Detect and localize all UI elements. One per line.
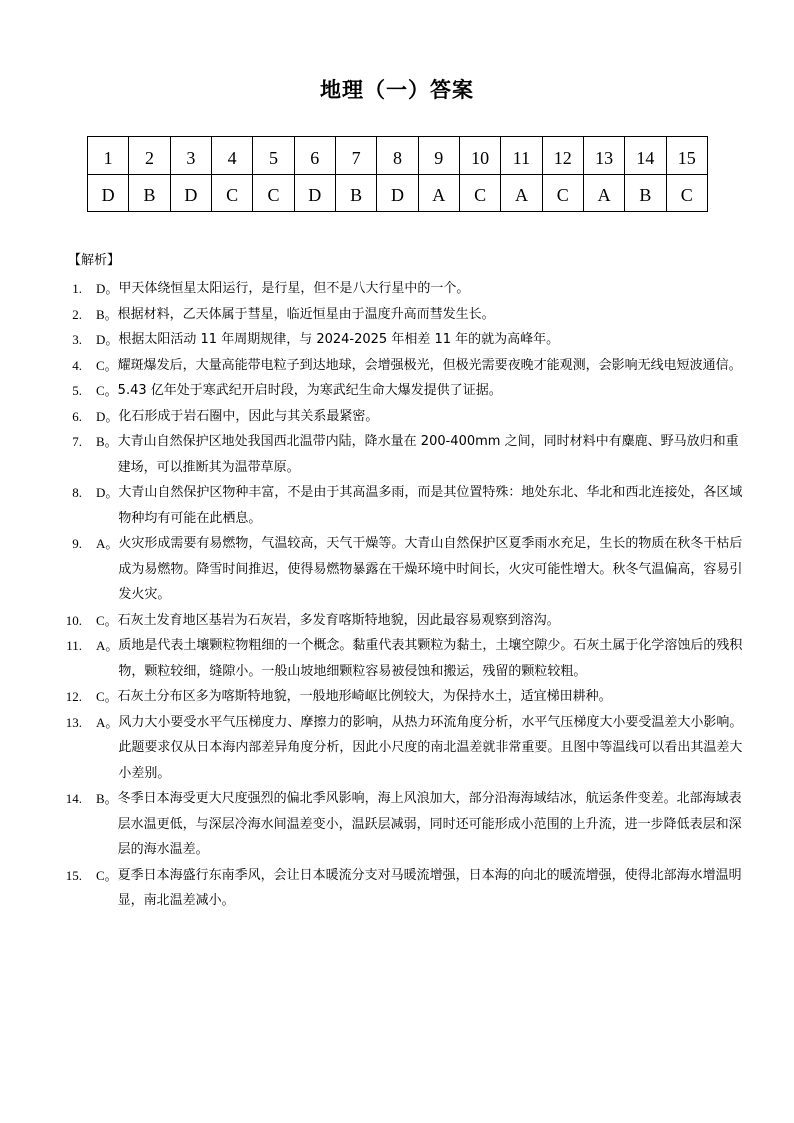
answer-cell: D xyxy=(170,174,211,212)
item-answer: D。 xyxy=(96,281,119,296)
question-number-cell: 4 xyxy=(211,137,252,175)
analysis-item xyxy=(30,480,750,531)
question-number-cell: 15 xyxy=(666,137,707,175)
item-text: 化石形成于岩石圈中，因此与其关系最紧密。 xyxy=(118,408,379,424)
answer-cell: A xyxy=(583,174,624,212)
answer-cell: D xyxy=(294,174,335,212)
question-number-cell: 13 xyxy=(583,137,624,175)
answer-cell: C xyxy=(459,174,500,212)
item-text: 石灰土分布区多为喀斯特地貌，一般地形崎岖比例较大，为保持水土，适宜梯田耕种。 xyxy=(117,689,612,704)
analysis-list xyxy=(30,276,750,914)
item-text: 大青山自然保护区物种丰富，不是由于其高温多雨，而是其位置特殊：地处东北、华北和西北连接处，各区域物种均有可能在此栖息。 xyxy=(118,485,743,526)
item-answer: B。 xyxy=(96,791,118,806)
question-number-cell: 12 xyxy=(542,137,583,175)
item-answer: D。 xyxy=(96,485,119,500)
item-number: 6. xyxy=(72,408,82,424)
answer-cell: C xyxy=(253,174,294,212)
analysis-item xyxy=(30,429,750,480)
item-text: 根据材料，乙天体属于彗星，临近恒星由于温度升高而彗发生长。 xyxy=(117,306,495,322)
answer-cell: A xyxy=(418,174,459,212)
question-number-cell: 5 xyxy=(253,137,294,175)
answer-cell: B xyxy=(129,174,170,212)
item-answer: C。 xyxy=(96,689,118,704)
item-number: 15. xyxy=(65,867,82,883)
item-text: 5.43 亿年处于寒武纪开启时段，为寒武纪生命大爆发提供了证据。 xyxy=(117,383,502,398)
item-answer: C。 xyxy=(96,383,118,398)
analysis-item xyxy=(30,786,750,863)
answer-cell: B xyxy=(625,174,666,212)
analysis-item xyxy=(30,710,750,787)
question-number-cell: 6 xyxy=(294,137,335,175)
question-number-cell: 1 xyxy=(88,137,129,175)
analysis-item xyxy=(30,633,750,684)
item-text: 冬季日本海受更大尺度强烈的偏北季风影响，海上风浪加大，部分沿海海域结冰，航运条件变差。北部海域表层水温更低，与深层冷海水间温差变小，温跃层减弱，同时还可能形成小范围的上升流，进一步降低表层和深层的海水温差。 xyxy=(117,791,742,857)
question-number-cell: 10 xyxy=(459,137,500,175)
answer-cell: D xyxy=(88,174,129,212)
item-answer: C。 xyxy=(96,867,118,883)
item-text: 火灾形成需要有易燃物，气温较高，天气干燥等。大青山自然保护区夏季雨水充足，生长的物质在秋冬干枯后成为易燃物。降雪时间推迟，使得易燃物暴露在干燥环境中时间长，火灾可能性增大。秋冬气温偏高，容易引发火灾。 xyxy=(118,536,743,602)
question-number-cell: 11 xyxy=(501,137,542,175)
answer-cell: C xyxy=(666,174,707,212)
item-number: 8. xyxy=(72,485,82,500)
analysis-item xyxy=(30,608,750,634)
item-number: 13. xyxy=(65,714,82,730)
item-answer: B。 xyxy=(96,306,118,322)
item-answer: D。 xyxy=(96,332,119,347)
item-number: 10. xyxy=(65,612,82,628)
analysis-item xyxy=(30,327,750,353)
item-answer: D。 xyxy=(96,408,119,424)
item-text: 耀斑爆发后，大量高能带电粒子到达地球，会增强极光，但极光需要夜晚才能观测，会影响无线电短波通信。 xyxy=(117,357,742,373)
analysis-item xyxy=(30,276,750,302)
answer-cell: B xyxy=(335,174,376,212)
item-answer: A。 xyxy=(96,638,119,653)
item-number: 2. xyxy=(72,306,82,322)
analysis-item xyxy=(30,302,750,328)
analysis-item xyxy=(30,531,750,608)
analysis-heading: 【解析】 xyxy=(68,253,121,268)
answer-cell: A xyxy=(501,174,542,212)
item-text: 夏季日本海盛行东南季风，会让日本暖流分支对马暖流增强，日本海的向北的暖流增强，使得北部海水增温明显，南北温差减小。 xyxy=(117,867,742,908)
answer-table xyxy=(87,136,708,212)
question-number-cell: 14 xyxy=(625,137,666,175)
answer-cell: C xyxy=(211,174,252,212)
item-number: 14. xyxy=(65,791,82,806)
item-number: 1. xyxy=(72,281,82,296)
analysis-item xyxy=(30,404,750,430)
analysis-item xyxy=(30,684,750,710)
item-answer: A。 xyxy=(96,536,119,551)
item-text: 石灰土发育地区基岩为石灰岩，多发育喀斯特地貌，因此最容易观察到溶沟。 xyxy=(117,612,560,628)
item-text: 风力大小要受水平气压梯度力、摩擦力的影响，从热力环流角度分析，水平气压梯度大小要受温差大小影响。此题要求仅从日本海内部差异角度分析，因此小尺度的南北温差就非常重要。且图中等温线可以看出其温差大小差别。 xyxy=(118,714,743,781)
item-text: 甲天体绕恒星太阳运行，是行星，但不是八大行星中的一个。 xyxy=(118,281,470,296)
analysis-item xyxy=(30,378,750,404)
item-text: 质地是代表土壤颗粒物粗细的一个概念。黏重代表其颗粒为黏土，土壤空隙少。石灰土属于化学溶蚀后的残积物，颗粒较细，缝隙小。一般山坡地细颗粒容易被侵蚀和搬运，残留的颗粒较粗。 xyxy=(118,638,743,679)
item-answer: C。 xyxy=(96,357,118,373)
item-answer: C。 xyxy=(96,612,118,628)
answer-cell: D xyxy=(377,174,418,212)
question-number-cell: 3 xyxy=(170,137,211,175)
item-number: 11. xyxy=(66,638,82,653)
answer-table-number-row xyxy=(88,137,708,175)
page-title: 地理（一）答案 xyxy=(320,78,474,102)
item-number: 7. xyxy=(72,434,82,449)
analysis-item xyxy=(30,863,750,914)
item-number: 9. xyxy=(72,536,82,551)
question-number-cell: 7 xyxy=(335,137,376,175)
item-number: 12. xyxy=(65,689,82,704)
item-number: 4. xyxy=(72,357,82,373)
item-answer: B。 xyxy=(96,434,118,449)
question-number-cell: 2 xyxy=(129,137,170,175)
answer-cell: C xyxy=(542,174,583,212)
question-number-cell: 9 xyxy=(418,137,459,175)
item-text: 根据太阳活动 11 年周期规律，与 2024-2025 年相差 11 年的就为高峰年。 xyxy=(118,332,560,347)
item-text: 大青山自然保护区地处我国西北温带内陆，降水量在 200-400mm 之间，同时材料中有麋鹿、野马放归和重建场，可以推断其为温带草原。 xyxy=(117,434,739,475)
item-number: 5. xyxy=(72,383,82,398)
analysis-item xyxy=(30,353,750,379)
item-number: 3. xyxy=(72,332,82,347)
answer-table-answer-row xyxy=(88,174,708,212)
item-answer: A。 xyxy=(96,714,119,730)
question-number-cell: 8 xyxy=(377,137,418,175)
